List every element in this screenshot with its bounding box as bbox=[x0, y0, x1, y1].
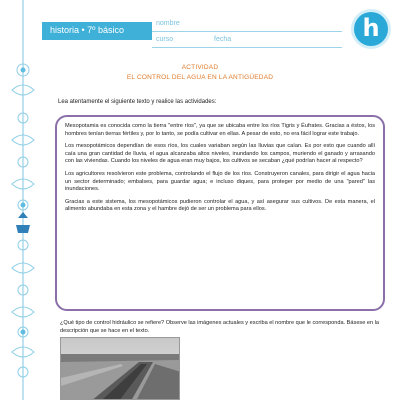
ornament-icon bbox=[0, 0, 42, 400]
date-field-label: fecha bbox=[214, 36, 232, 43]
question-text: ¿Qué tipo de control hidráulico se refiere? Observe las imágenes actuales y escriba el nombre que le corresponda. Básese en la descripción que se hace en el texto. bbox=[60, 320, 380, 334]
reading-paragraph: Mesopotamia es conocida como la tierra "entre ríos", ya que se ubicaba entre los ríos Tigris y Éufrates. Gracias a éstos, los hombres tenían tierras fértiles y, por lo tanto, se podía cultivar en ellas. A pesar de esto, no era fácil lograr este trabajo. bbox=[65, 123, 375, 137]
reading-text-box bbox=[55, 115, 385, 311]
course-field-label: curso bbox=[156, 36, 174, 43]
reading-paragraph: Los agricultores resolvieron este problema, controlando el flujo de los ríos. Construyeron canales, para dirigir el agua hacia un sector determinado; embalses, para guardar agua; e incluso diques, para proteger por medio de una "pared" las inundaciones. bbox=[65, 170, 375, 193]
name-field-label: nombre bbox=[156, 20, 180, 27]
activity-title: EL CONTROL DEL AGUA EN LA ANTIGÜEDAD bbox=[126, 74, 274, 81]
logo-letter: h bbox=[362, 14, 380, 42]
decorative-side-border bbox=[0, 0, 42, 400]
brand-logo bbox=[354, 12, 388, 46]
reading-paragraph: Los mesopotámicos dependían de esos ríos, los cuales variaban según las lluvias que caían. Es por esto que cuando allí caía una gran cantidad de lluvia, el agua alcanzaba altos niveles, inundando los campos, muriendo el ganado y arrasando con las viviendas. Cuando los niveles de agua eran muy bajos, los cultivos se secaban ¿qué podrían hacer al respecto? bbox=[65, 143, 375, 165]
activity-label: ACTIVIDAD bbox=[181, 64, 219, 71]
reading-paragraph: Gracias a este sistema, los mesopotámicos pudieron controlar el agua, y así asegurar sus cultivos. De esta manera, el alimento abundaba en esta zona y el hambre dejó de ser un problema para ellos. bbox=[65, 198, 375, 213]
canal-photo bbox=[60, 337, 180, 400]
name-field[interactable] bbox=[152, 20, 342, 32]
course-date-field[interactable] bbox=[152, 36, 342, 48]
subject-label: historia • 7º básico bbox=[50, 25, 124, 35]
instructions-text: Lea atentamente el siguiente texto y realice las actividades: bbox=[58, 99, 217, 105]
student-info-fields bbox=[152, 18, 342, 48]
